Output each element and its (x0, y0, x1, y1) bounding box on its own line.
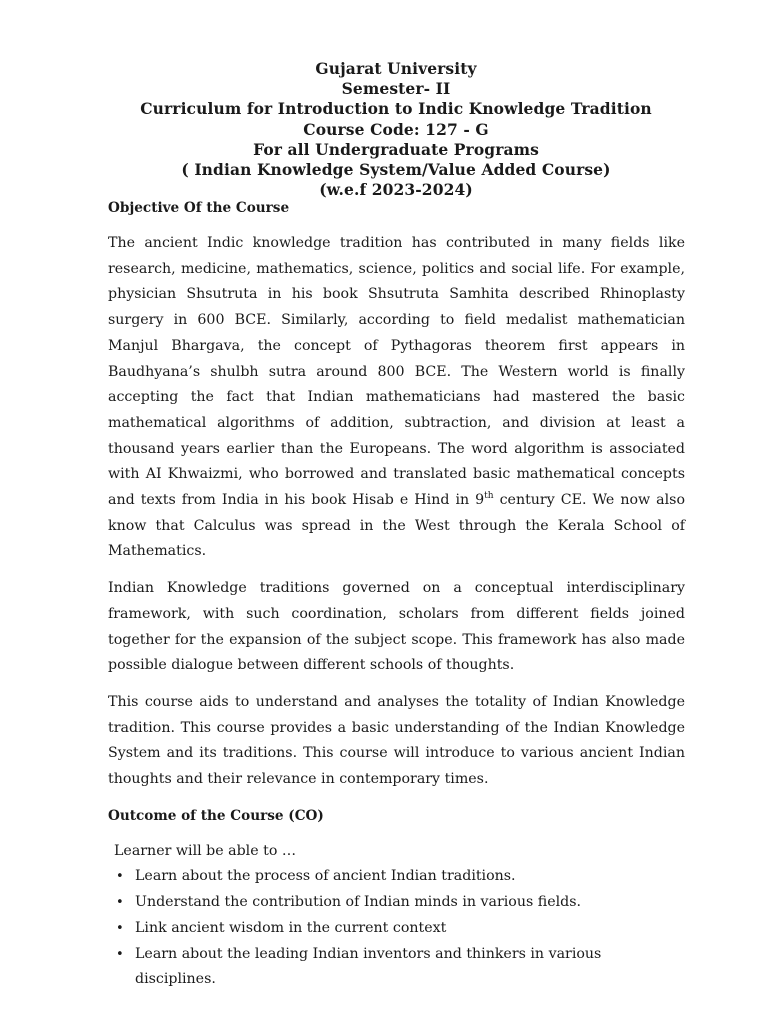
list-item (108, 864, 685, 890)
effective-year: (w.e.f 2023-2024) (319, 180, 473, 200)
course-type: ( Indian Knowledge System/Value Added Course) (181, 160, 611, 180)
bullet-icon: • (116, 946, 124, 962)
paragraph-1-text-end: century CE. We now also know that Calculus was spread in the West through the Kerala School of Mathematics. (108, 492, 685, 560)
paragraph-1-text: The ancient Indic knowledge tradition has contributed in many fields like research, medicine, mathematics, science, politics and social life. For example, physician Shsutruta in his book Shsutruta Samhita described Rhinoplasty surgery in 600 BCE. Similarly, according to field medalist mathematician Manjul Bhargava, the concept of Pythagoras theorem first appears in Baudhyana’s shulbh sutra around 800 BCE. The Western world is finally accepting the fact that Indian mathematicians had mastered the basic mathematical algorithms of addition, subtraction, and division at least a thousand years earlier than the Europeans. The word algorithm is associated with AI Khwaizmi, who borrowed and translated basic mathematical concepts and texts from India in his book Hisab e Hind in 9 (108, 235, 685, 509)
objective-paragraph-3: This course aids to understand and analyses the totality of Indian Knowledge tradition. This course provides a basic understanding of the Indian Knowledge System and its traditions. This course will introduce to various ancient Indian thoughts and their relevance in contemporary times. (108, 693, 685, 788)
outcome-item-text: Learn about the leading Indian inventors and thinkers in various disciplines. (135, 945, 602, 988)
semester-label: Semester- II (341, 79, 451, 99)
document-header (0, 59, 768, 200)
curriculum-title: Curriculum for Introduction to Indic Knowledge Tradition (140, 99, 652, 119)
bullet-icon: • (116, 920, 124, 936)
university-name: Gujarat University (315, 59, 477, 78)
bullet-icon: • (116, 895, 124, 911)
objective-heading: Objective Of the Course (108, 200, 290, 216)
list-item (108, 916, 685, 942)
course-code: Course Code: 127 - G (303, 119, 489, 139)
learner-intro: Learner will be able to … (114, 842, 297, 859)
list-item (108, 890, 685, 916)
outcome-item-text: Understand the contribution of Indian minds in various fields. (135, 894, 582, 911)
outcome-list (108, 864, 685, 993)
document-body (108, 197, 685, 993)
outcome-heading: Outcome of the Course (CO) (108, 807, 324, 824)
objective-paragraph-2: Indian Knowledge traditions governed on a conceptual interdisciplinary framework, with such coordination, scholars from different fields joined together for the expansion of the subject scope. This framework has also made possible dialogue between different schools of thoughts. (108, 580, 685, 674)
list-item (108, 942, 685, 993)
bullet-icon: • (116, 869, 124, 885)
ordinal-superscript: th (484, 491, 494, 502)
outcome-item-text: Learn about the process of ancient Indian traditions. (135, 868, 516, 885)
outcome-item-text: Link ancient wisdom in the current context (135, 919, 447, 936)
objective-paragraph-1 (108, 231, 685, 565)
program-scope: For all Undergraduate Programs (253, 139, 539, 159)
